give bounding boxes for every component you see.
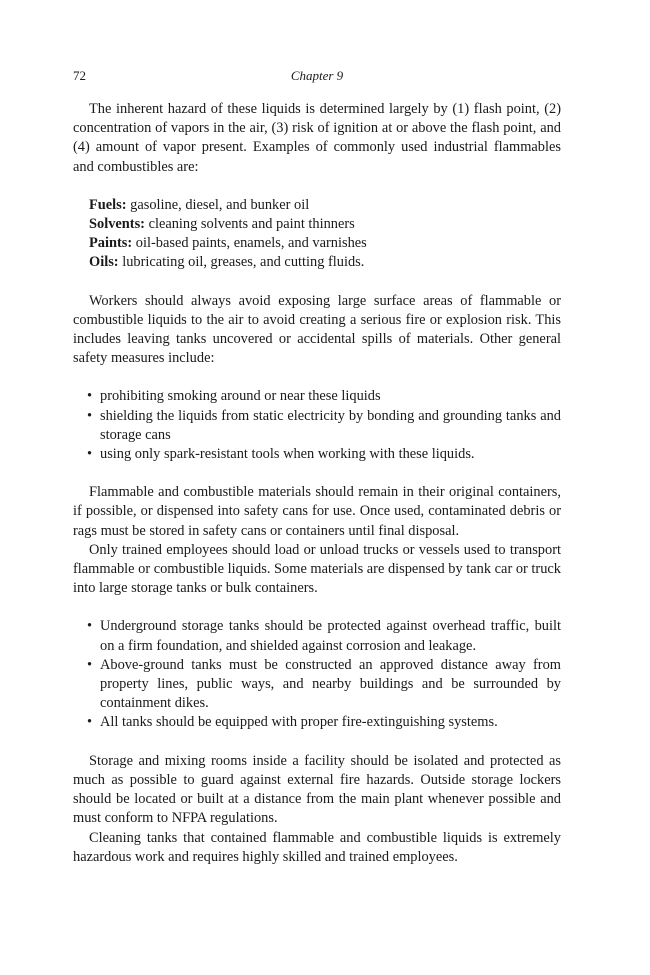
example-paints — [89, 234, 561, 253]
list-item-text: using only spark-resistant tools when working with these liquids. — [100, 446, 475, 463]
spacer — [73, 273, 561, 292]
example-term: Oils: — [89, 254, 119, 271]
list-item-text: All tanks should be equipped with proper fire-extinguishing systems. — [100, 714, 498, 731]
safety-measures-list — [73, 387, 561, 464]
example-text: oil-based paints, enamels, and varnishes — [132, 235, 367, 252]
paragraph-avoid-exposure: Workers should always avoid exposing large surface areas of flammable or combustible liquids to the air to avoid creating a serious fire or explosion risk. This includes leaving tanks uncovered or accidental spills of materials. Other general safety measures include: — [73, 292, 561, 367]
running-head: Chapter 9 — [290, 68, 344, 83]
list-item-text: Underground storage tanks should be protected against overhead traffic, built on a firm foundation, and shielded against corrosion and leakage. — [100, 618, 561, 654]
page-header — [73, 66, 561, 86]
list-item — [87, 656, 561, 714]
spacer — [73, 733, 561, 752]
example-text: cleaning solvents and paint thinners — [144, 216, 355, 233]
paragraph-hazard-factors: The inherent hazard of these liquids is determined largely by (1) flash point, (2) concentration of vapors in the air, (3) risk of ignition at or above the flash point, and (4) amount of vapor present. Examples of commonly used industrial flammables and combustibles are: — [73, 101, 561, 175]
tank-rules-list — [73, 617, 561, 732]
example-term: Fuels: — [89, 196, 127, 213]
list-item-text: prohibiting smoking around or near these liquids — [100, 388, 381, 405]
examples-list — [73, 196, 561, 273]
list-item-text: shielding the liquids from static electricity by bonding and grounding tanks and storage cans — [100, 407, 561, 443]
spacer — [73, 177, 561, 196]
list-item-text: Above-ground tanks must be constructed an approved distance away from property lines, public ways, and nearby buildings and be surrounded by containment dikes. — [100, 656, 561, 712]
example-text: gasoline, diesel, and bunker oil — [126, 196, 310, 213]
example-term: Paints: — [89, 235, 133, 252]
example-term: Solvents: — [89, 216, 145, 233]
body-text — [73, 100, 561, 867]
spacer — [73, 368, 561, 387]
bullet-icon: • — [87, 714, 93, 731]
example-solvents — [89, 215, 561, 234]
example-fuels — [89, 196, 561, 215]
bullet-icon: • — [87, 618, 93, 635]
list-item — [87, 445, 561, 464]
bullet-icon: • — [87, 446, 93, 463]
example-oils — [89, 253, 561, 272]
bullet-icon: • — [87, 388, 93, 405]
list-item — [87, 713, 561, 732]
list-item — [87, 617, 561, 655]
spacer — [73, 464, 561, 483]
list-item — [87, 407, 561, 445]
page-number: 72 — [73, 68, 86, 83]
paragraph-cleaning-tanks: Cleaning tanks that contained flammable and combustible liquids is extremely hazardous work and requires highly skilled and trained employees. — [73, 829, 561, 865]
example-text: lubricating oil, greases, and cutting fluids. — [118, 254, 365, 271]
bullet-icon: • — [87, 656, 93, 673]
paragraph-original-containers: Flammable and combustible materials should remain in their original containers, if possible, or dispensed into safety cans for use. Once used, contaminated debris or rags must be stored in safety cans or containers until final disposal. — [73, 484, 561, 539]
paragraph-trained-employees: Only trained employees should load or unload trucks or vessels used to transport flammable or combustible liquids. Some materials are dispensed by tank car or truck into large storage tanks or bulk containers. — [73, 541, 561, 597]
bullet-icon: • — [87, 407, 93, 424]
spacer — [73, 598, 561, 617]
list-item — [87, 387, 561, 406]
paragraph-storage-rooms: Storage and mixing rooms inside a facility should be isolated and protected as much as possible to guard against external fire hazards. Outside storage lockers should be located or built at a distance from the main plant whenever possible and must conform to NFPA regulations. — [73, 752, 561, 827]
